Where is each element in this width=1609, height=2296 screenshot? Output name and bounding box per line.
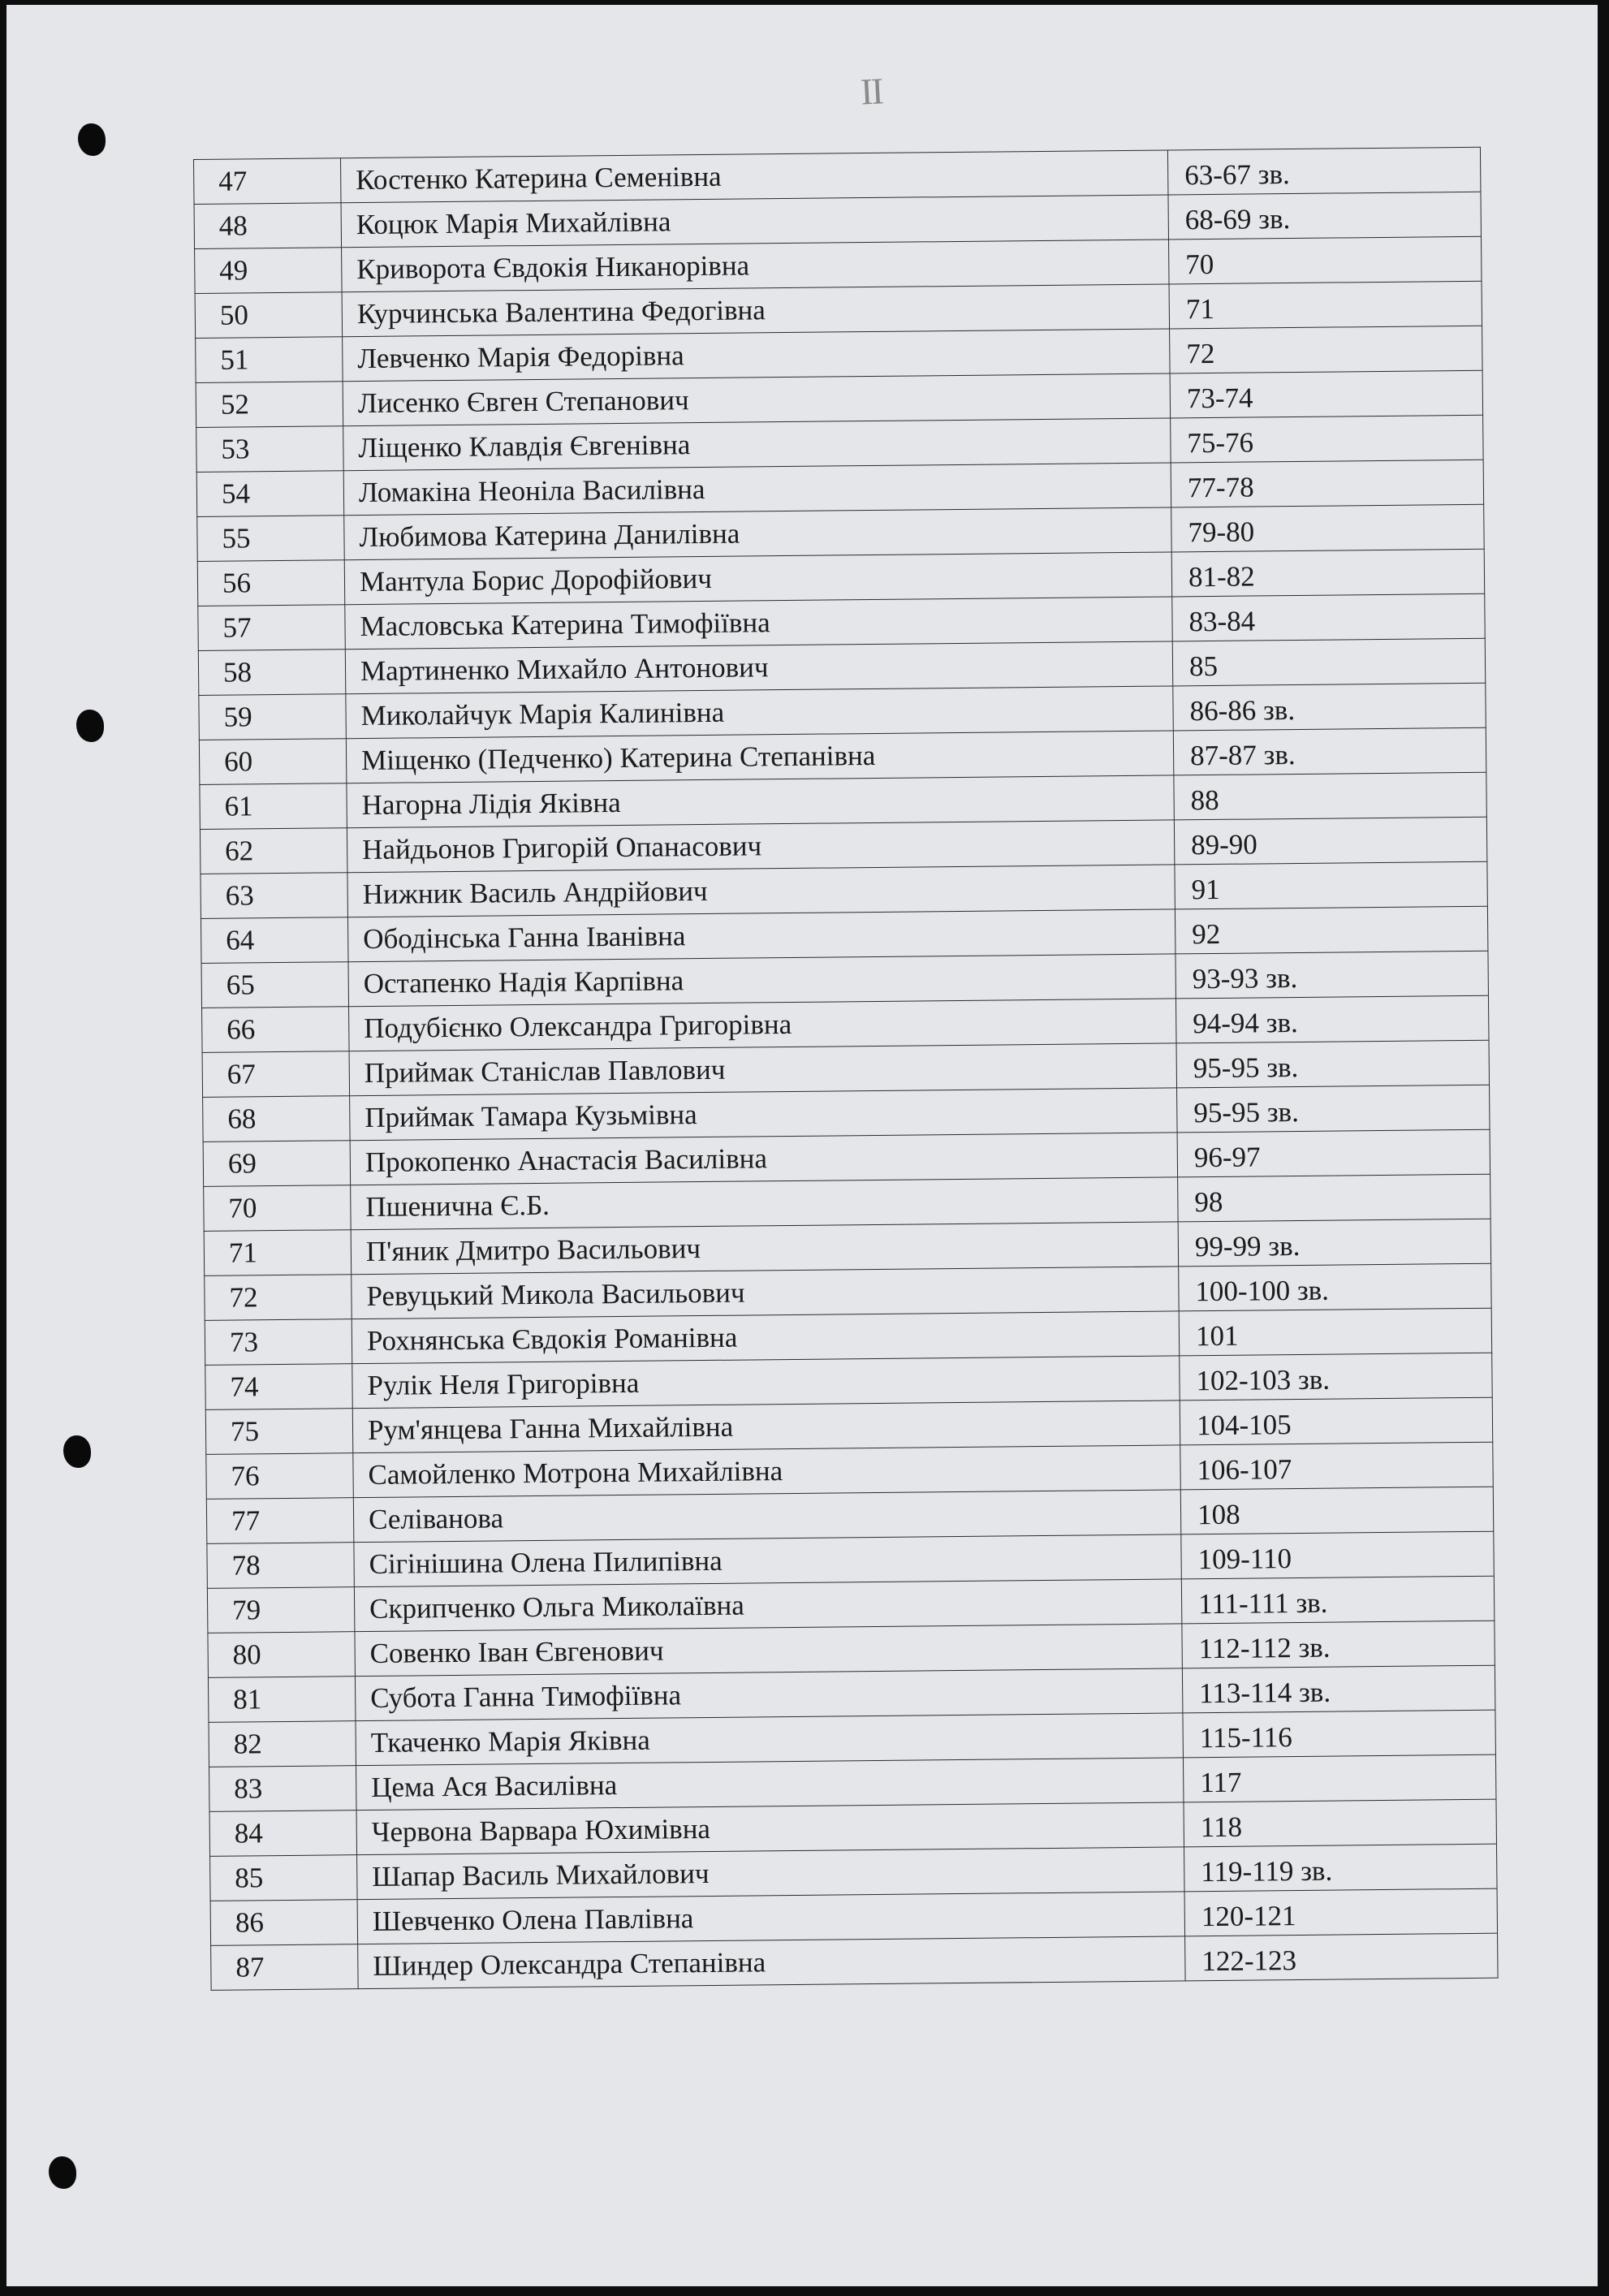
row-number: 60 xyxy=(199,739,347,785)
page-range: 95-95 зв. xyxy=(1176,1040,1490,1088)
person-name: Миколайчук Марія Калинівна xyxy=(346,686,1173,739)
person-name: Прокопенко Анастасія Василівна xyxy=(350,1133,1177,1185)
person-name: Сігінішина Олена Пилипівна xyxy=(354,1534,1181,1587)
person-name: Нижник Василь Андрійович xyxy=(347,865,1175,917)
person-name: Криворота Євдокія Никанорівна xyxy=(342,240,1169,292)
page-range: 95-95 зв. xyxy=(1177,1085,1490,1133)
person-name: Остапенко Надія Карпівна xyxy=(348,954,1175,1007)
page-range: 119-119 зв. xyxy=(1184,1844,1498,1892)
row-number: 58 xyxy=(198,650,346,696)
row-number: 83 xyxy=(209,1766,357,1812)
person-name: Костенко Катерина Семенівна xyxy=(340,150,1167,203)
page-range: 79-80 xyxy=(1171,504,1485,552)
row-number: 71 xyxy=(204,1230,352,1276)
page-range: 89-90 xyxy=(1174,817,1487,865)
punch-hole xyxy=(63,1435,91,1468)
row-number: 50 xyxy=(195,292,343,339)
page-range: 106-107 xyxy=(1180,1442,1494,1490)
row-number: 52 xyxy=(196,382,343,428)
row-number: 51 xyxy=(196,337,343,383)
person-name: Ткаченко Марія Яківна xyxy=(356,1713,1183,1766)
person-name: Мартиненко Михайло Антонович xyxy=(345,641,1172,694)
person-name: Совенко Іван Євгенович xyxy=(355,1624,1182,1677)
page-range: 85 xyxy=(1172,638,1486,686)
person-name: Цема Ася Василівна xyxy=(356,1758,1184,1810)
row-number: 72 xyxy=(205,1275,352,1321)
page-range: 115-116 xyxy=(1183,1710,1496,1758)
row-number: 73 xyxy=(205,1319,352,1366)
punch-hole xyxy=(78,123,106,156)
row-number: 48 xyxy=(194,203,342,249)
punch-hole xyxy=(49,2156,76,2189)
person-name: Рохнянська Євдокія Романівна xyxy=(352,1311,1179,1364)
page-range: 98 xyxy=(1178,1174,1491,1222)
person-name: Приймак Станіслав Павлович xyxy=(349,1043,1176,1096)
page-range: 108 xyxy=(1180,1487,1494,1534)
document-page xyxy=(6,5,1598,2286)
row-number: 55 xyxy=(197,516,345,562)
page-range: 112-112 зв. xyxy=(1182,1621,1495,1668)
person-name: Міщенко (Педченко) Катерина Степанівна xyxy=(346,731,1173,783)
page-range: 72 xyxy=(1170,326,1483,373)
page-range: 88 xyxy=(1174,772,1487,820)
row-number: 80 xyxy=(208,1632,356,1678)
page-range: 87-87 зв. xyxy=(1173,727,1486,775)
row-number: 53 xyxy=(196,426,344,473)
row-number: 87 xyxy=(211,1944,359,1991)
person-name: Рулік Неля Григорівна xyxy=(352,1356,1180,1409)
page-range: 101 xyxy=(1179,1308,1492,1356)
page-range: 71 xyxy=(1169,281,1482,329)
row-number: 69 xyxy=(203,1141,351,1187)
row-number: 47 xyxy=(194,158,342,205)
row-number: 54 xyxy=(196,471,344,517)
page-range: 77-78 xyxy=(1171,460,1484,507)
person-name: Масловська Катерина Тимофіївна xyxy=(345,597,1172,650)
page-range: 96-97 xyxy=(1177,1129,1490,1177)
row-number: 65 xyxy=(201,962,349,1008)
punch-hole xyxy=(76,710,104,742)
person-name: Шиндер Олександра Степанівна xyxy=(358,1936,1185,1989)
row-number: 82 xyxy=(209,1721,356,1767)
row-number: 63 xyxy=(201,873,348,919)
row-number: 79 xyxy=(207,1587,355,1634)
page-mark: II xyxy=(859,70,883,113)
person-name: Ліщенко Клавдія Євгенівна xyxy=(343,418,1171,471)
page-range: 91 xyxy=(1175,861,1488,909)
person-name: Мантула Борис Дорофійович xyxy=(344,552,1171,605)
page-range: 102-103 зв. xyxy=(1180,1353,1493,1400)
page-range: 93-93 зв. xyxy=(1175,951,1489,999)
row-number: 49 xyxy=(195,248,343,294)
person-name: П'яник Дмитро Васильович xyxy=(351,1222,1178,1275)
person-name: Пшенична Є.Б. xyxy=(351,1177,1178,1230)
row-number: 77 xyxy=(206,1498,354,1544)
row-number: 56 xyxy=(197,560,345,606)
row-number: 57 xyxy=(198,605,346,651)
page-range: 75-76 xyxy=(1171,415,1484,463)
row-number: 86 xyxy=(210,1900,358,1946)
row-number: 76 xyxy=(206,1453,354,1500)
row-number: 74 xyxy=(205,1364,353,1410)
page-range: 73-74 xyxy=(1170,370,1483,418)
person-name: Субота Ганна Тимофіївна xyxy=(355,1668,1182,1721)
page-range: 63-67 зв. xyxy=(1167,147,1481,195)
row-number: 78 xyxy=(207,1543,355,1589)
person-name: Шевченко Олена Павлівна xyxy=(357,1892,1184,1944)
page-range: 70 xyxy=(1169,236,1482,284)
row-number: 81 xyxy=(208,1677,356,1723)
page-range: 109-110 xyxy=(1181,1531,1495,1579)
row-number: 67 xyxy=(202,1051,350,1098)
person-name: Шапар Василь Михайлович xyxy=(357,1847,1184,1900)
row-number: 70 xyxy=(204,1185,352,1232)
row-number: 66 xyxy=(202,1007,350,1053)
row-number: 64 xyxy=(201,917,348,964)
row-number: 61 xyxy=(200,783,347,830)
person-name: Курчинська Валентина Федогівна xyxy=(342,284,1169,337)
page-range: 122-123 xyxy=(1185,1933,1499,1981)
page-range: 100-100 зв. xyxy=(1179,1263,1492,1311)
person-name: Любимова Катерина Данилівна xyxy=(344,507,1171,560)
person-name: Ревуцький Микола Васильович xyxy=(352,1267,1179,1319)
page-range: 117 xyxy=(1183,1754,1496,1802)
person-name: Рум'янцева Ганна Михайлівна xyxy=(352,1400,1180,1453)
person-name: Нагорна Лідія Яківна xyxy=(347,775,1174,828)
records-table xyxy=(193,147,1499,1991)
person-name: Лисенко Євген Степанович xyxy=(343,373,1170,426)
person-name: Левченко Марія Федорівна xyxy=(343,329,1170,382)
row-number: 59 xyxy=(199,694,347,740)
page-range: 118 xyxy=(1184,1799,1497,1847)
page-range: 94-94 зв. xyxy=(1175,995,1489,1043)
page-range: 104-105 xyxy=(1180,1397,1493,1445)
person-name: Ободінська Ганна Іванівна xyxy=(347,909,1175,962)
row-number: 62 xyxy=(200,828,347,874)
page-range: 99-99 зв. xyxy=(1178,1219,1491,1267)
person-name: Скрипченко Ольга Миколаївна xyxy=(354,1579,1181,1632)
page-range: 113-114 зв. xyxy=(1182,1665,1495,1713)
person-name: Приймак Тамара Кузьмівна xyxy=(350,1088,1177,1141)
person-name: Ломакіна Неоніла Василівна xyxy=(343,463,1171,516)
row-number: 84 xyxy=(209,1810,357,1857)
person-name: Найдьонов Григорій Опанасович xyxy=(347,820,1174,873)
person-name: Подубієнко Олександра Григорівна xyxy=(349,999,1176,1051)
row-number: 75 xyxy=(205,1409,353,1455)
page-range: 120-121 xyxy=(1184,1888,1498,1936)
row-number: 85 xyxy=(210,1855,358,1901)
page-range: 86-86 зв. xyxy=(1173,683,1486,731)
page-range: 81-82 xyxy=(1171,549,1485,597)
page-range: 92 xyxy=(1175,906,1488,954)
page-range: 111-111 зв. xyxy=(1181,1576,1495,1624)
person-name: Селіванова xyxy=(353,1490,1180,1543)
person-name: Червона Варвара Юхимівна xyxy=(356,1802,1184,1855)
page-range: 68-69 зв. xyxy=(1168,192,1482,240)
person-name: Самойленко Мотрона Михайлівна xyxy=(353,1445,1180,1498)
row-number: 68 xyxy=(203,1096,351,1142)
page-range: 83-84 xyxy=(1172,593,1486,641)
person-name: Коцюк Марія Михайлівна xyxy=(341,195,1168,248)
